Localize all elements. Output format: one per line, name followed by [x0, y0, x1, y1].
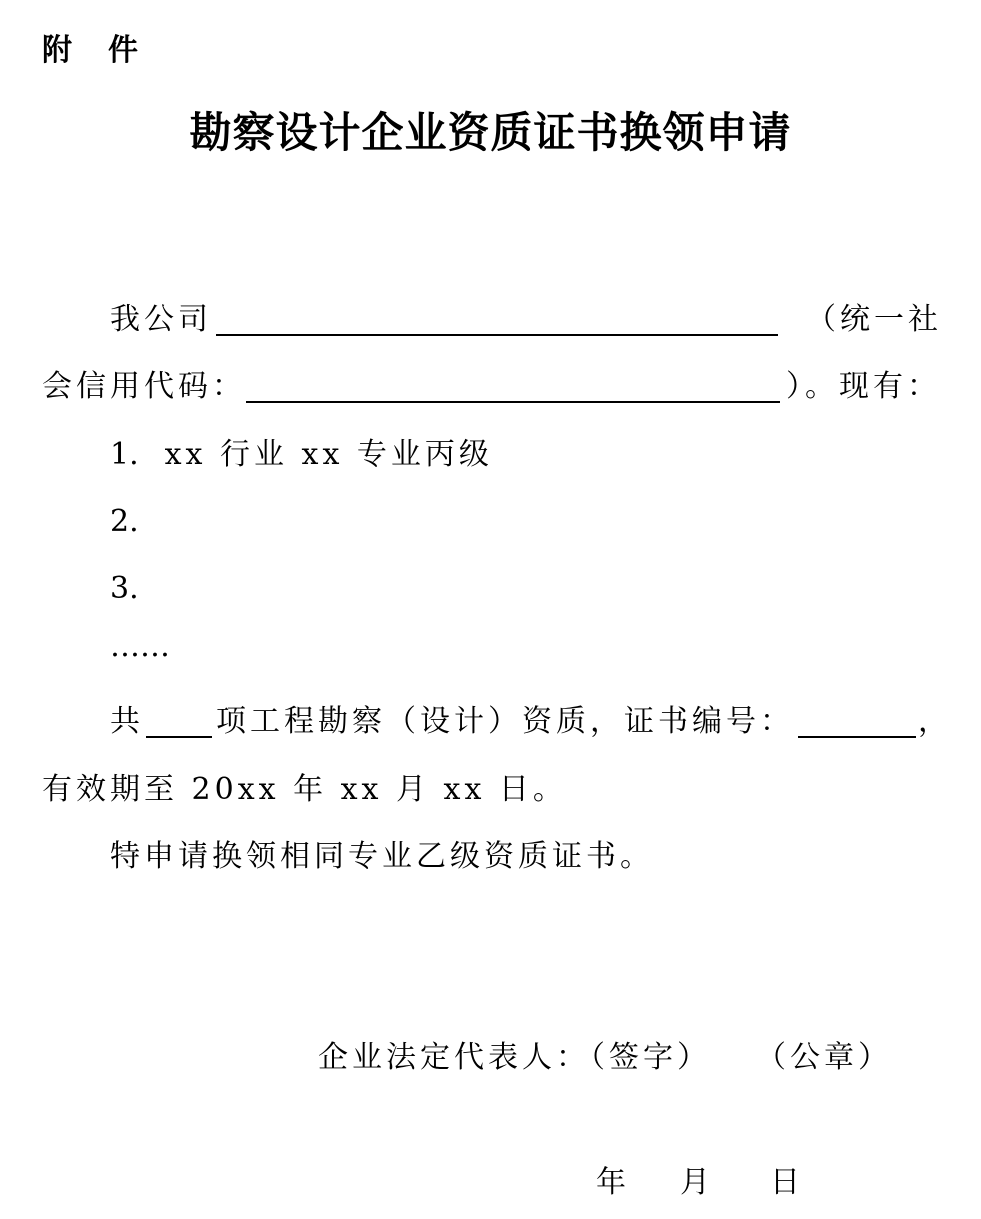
company-name-blank[interactable]	[216, 334, 778, 336]
credit-code-open: （统一社	[806, 302, 942, 337]
date-year: 年	[596, 1165, 626, 1200]
credit-code-close: ）。现有：	[786, 369, 941, 404]
list-item	[110, 504, 139, 539]
attachment-label-part1: 附	[42, 33, 74, 68]
attachment-label-part2: 件	[108, 33, 140, 68]
legal-representative-signature: 企业法定代表人：（签字）	[318, 1040, 711, 1075]
list-item-number: 2.	[110, 504, 139, 539]
date-day: 日	[770, 1165, 800, 1200]
attachment-label	[42, 33, 140, 68]
list-item	[110, 437, 493, 472]
list-ellipsis: ……	[110, 629, 170, 664]
company-prefix: 我公司	[110, 302, 212, 337]
request-statement: 特申请换领相同专业乙级资质证书。	[110, 839, 654, 874]
list-item-text: xx 行业 xx 专业丙级	[164, 437, 493, 472]
qualification-description: 项工程勘察（设计）资质，证书编号：	[216, 704, 794, 739]
certificate-number-blank[interactable]	[798, 736, 916, 738]
qualification-count-prefix: 共	[110, 704, 140, 739]
list-item-number: 3.	[110, 571, 139, 606]
date-month: 月	[680, 1165, 710, 1200]
list-item-number: 1.	[110, 437, 139, 472]
qualification-count-blank[interactable]	[146, 736, 212, 738]
page-title: 勘察设计企业资质证书换领申请	[189, 108, 792, 157]
credit-code-blank[interactable]	[246, 401, 780, 403]
comma: ，	[918, 704, 948, 739]
validity-date: 有效期至 20xx 年 xx 月 xx 日。	[42, 772, 567, 807]
credit-code-label: 会信用代码：	[42, 369, 246, 404]
company-seal: （公章）	[756, 1040, 892, 1075]
list-item	[110, 571, 139, 606]
